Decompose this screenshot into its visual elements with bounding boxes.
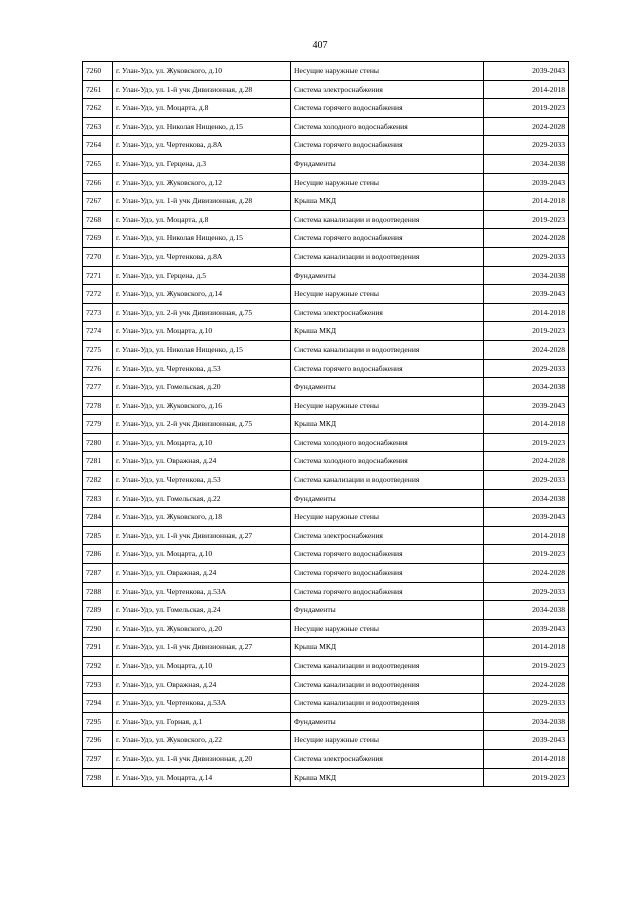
table-row — [83, 749, 569, 768]
cell-number: 7298 — [83, 768, 113, 787]
cell-system: Система горячего водоснабжения — [291, 564, 484, 583]
cell-system: Фундаменты — [291, 154, 484, 173]
table-row — [83, 266, 569, 285]
cell-address: г. Улан-Удэ, ул. Моцарта, д.14 — [113, 768, 291, 787]
cell-system: Система электроснабжения — [291, 749, 484, 768]
cell-address: г. Улан-Удэ, ул. 1-й учк Дивизионная, д.28 — [113, 192, 291, 211]
cell-period: 2034-2038 — [484, 601, 569, 620]
cell-address: г. Улан-Удэ, ул. Чертенкова, д.53А — [113, 582, 291, 601]
cell-number: 7272 — [83, 285, 113, 304]
cell-number: 7284 — [83, 508, 113, 527]
cell-system: Крыша МКД — [291, 415, 484, 434]
cell-system: Несущие наружные стены — [291, 173, 484, 192]
cell-period: 2039-2043 — [484, 173, 569, 192]
cell-address: г. Улан-Удэ, ул. 2-й учк Дивизионная, д.75 — [113, 303, 291, 322]
cell-period: 2019-2023 — [484, 99, 569, 118]
cell-system: Несущие наружные стены — [291, 285, 484, 304]
cell-system: Фундаменты — [291, 378, 484, 397]
cell-period: 2014-2018 — [484, 638, 569, 657]
cell-system: Несущие наружные стены — [291, 62, 484, 81]
cell-number: 7270 — [83, 247, 113, 266]
cell-number: 7269 — [83, 229, 113, 248]
table-row — [83, 285, 569, 304]
cell-number: 7276 — [83, 359, 113, 378]
cell-system: Несущие наружные стены — [291, 619, 484, 638]
cell-number: 7271 — [83, 266, 113, 285]
cell-address: г. Улан-Удэ, ул. Гомельская, д.20 — [113, 378, 291, 397]
cell-system: Система холодного водоснабжения — [291, 433, 484, 452]
cell-period: 2029-2033 — [484, 582, 569, 601]
cell-period: 2039-2043 — [484, 508, 569, 527]
cell-address: г. Улан-Удэ, ул. Чертенкова, д.8А — [113, 247, 291, 266]
cell-system: Система горячего водоснабжения — [291, 99, 484, 118]
cell-number: 7283 — [83, 489, 113, 508]
table-row — [83, 378, 569, 397]
table-row — [83, 247, 569, 266]
cell-period: 2034-2038 — [484, 266, 569, 285]
table-row — [83, 415, 569, 434]
cell-address: г. Улан-Удэ, ул. Гомельская, д.22 — [113, 489, 291, 508]
cell-system: Система канализации и водоотведения — [291, 675, 484, 694]
cell-number: 7262 — [83, 99, 113, 118]
cell-address: г. Улан-Удэ, ул. Моцарта, д.10 — [113, 657, 291, 676]
cell-period: 2019-2023 — [484, 210, 569, 229]
cell-number: 7282 — [83, 471, 113, 490]
cell-number: 7287 — [83, 564, 113, 583]
cell-period: 2019-2023 — [484, 322, 569, 341]
table-row — [83, 396, 569, 415]
cell-number: 7275 — [83, 340, 113, 359]
cell-period: 2014-2018 — [484, 526, 569, 545]
cell-period: 2014-2018 — [484, 80, 569, 99]
cell-system: Крыша МКД — [291, 192, 484, 211]
cell-system: Система горячего водоснабжения — [291, 359, 484, 378]
cell-address: г. Улан-Удэ, ул. 1-й учк Дивизионная, д.27 — [113, 638, 291, 657]
table-row — [83, 601, 569, 620]
cell-period: 2019-2023 — [484, 768, 569, 787]
cell-address: г. Улан-Удэ, ул. Моцарта, д.10 — [113, 545, 291, 564]
cell-period: 2024-2028 — [484, 229, 569, 248]
cell-number: 7279 — [83, 415, 113, 434]
cell-system: Фундаменты — [291, 601, 484, 620]
table-row — [83, 694, 569, 713]
table-row — [83, 508, 569, 527]
cell-period: 2014-2018 — [484, 192, 569, 211]
table-row — [83, 80, 569, 99]
table-row — [83, 154, 569, 173]
cell-system: Фундаменты — [291, 266, 484, 285]
cell-system: Фундаменты — [291, 712, 484, 731]
cell-period: 2024-2028 — [484, 117, 569, 136]
cell-address: г. Улан-Удэ, ул. Жуковского, д.14 — [113, 285, 291, 304]
cell-address: г. Улан-Удэ, ул. Моцарта, д.8 — [113, 210, 291, 229]
cell-address: г. Улан-Удэ, ул. Моцарта, д.10 — [113, 433, 291, 452]
table-row — [83, 99, 569, 118]
cell-address: г. Улан-Удэ, ул. Моцарта, д.10 — [113, 322, 291, 341]
cell-period: 2024-2028 — [484, 564, 569, 583]
cell-address: г. Улан-Удэ, ул. Николая Нищенко, д.15 — [113, 340, 291, 359]
cell-number: 7273 — [83, 303, 113, 322]
table-row — [83, 117, 569, 136]
cell-number: 7294 — [83, 694, 113, 713]
cell-system: Система канализации и водоотведения — [291, 657, 484, 676]
cell-address: г. Улан-Удэ, ул. Чертенкова, д.53 — [113, 471, 291, 490]
cell-number: 7296 — [83, 731, 113, 750]
cell-system: Система горячего водоснабжения — [291, 545, 484, 564]
cell-address: г. Улан-Удэ, ул. Жуковского, д.20 — [113, 619, 291, 638]
cell-address: г. Улан-Удэ, ул. 1-й учк Дивизионная, д.28 — [113, 80, 291, 99]
table-row — [83, 340, 569, 359]
table-row — [83, 619, 569, 638]
cell-number: 7267 — [83, 192, 113, 211]
cell-number: 7278 — [83, 396, 113, 415]
cell-system: Крыша МКД — [291, 322, 484, 341]
table-row — [83, 452, 569, 471]
table-body — [83, 62, 569, 787]
cell-period: 2034-2038 — [484, 378, 569, 397]
cell-address: г. Улан-Удэ, ул. Горная, д.1 — [113, 712, 291, 731]
table-row — [83, 582, 569, 601]
cell-system: Система холодного водоснабжения — [291, 452, 484, 471]
cell-address: г. Улан-Удэ, ул. Овражная, д.24 — [113, 564, 291, 583]
table-row — [83, 359, 569, 378]
table-row — [83, 675, 569, 694]
cell-address: г. Улан-Удэ, ул. Чертенкова, д.53А — [113, 694, 291, 713]
cell-system: Несущие наружные стены — [291, 396, 484, 415]
cell-number: 7265 — [83, 154, 113, 173]
cell-address: г. Улан-Удэ, ул. Жуковского, д.12 — [113, 173, 291, 192]
table-row — [83, 564, 569, 583]
cell-period: 2034-2038 — [484, 712, 569, 731]
cell-address: г. Улан-Удэ, ул. Герцена, д.3 — [113, 154, 291, 173]
cell-number: 7288 — [83, 582, 113, 601]
cell-address: г. Улан-Удэ, ул. Жуковского, д.18 — [113, 508, 291, 527]
cell-address: г. Улан-Удэ, ул. Овражная, д.24 — [113, 452, 291, 471]
cell-address: г. Улан-Удэ, ул. Жуковского, д.10 — [113, 62, 291, 81]
cell-system: Система горячего водоснабжения — [291, 136, 484, 155]
cell-number: 7293 — [83, 675, 113, 694]
cell-system: Система электроснабжения — [291, 303, 484, 322]
cell-period: 2014-2018 — [484, 303, 569, 322]
cell-system: Система канализации и водоотведения — [291, 694, 484, 713]
table-row — [83, 322, 569, 341]
table-row — [83, 712, 569, 731]
cell-address: г. Улан-Удэ, ул. Жуковского, д.16 — [113, 396, 291, 415]
cell-number: 7297 — [83, 749, 113, 768]
cell-period: 2039-2043 — [484, 285, 569, 304]
table-row — [83, 638, 569, 657]
cell-system: Фундаменты — [291, 489, 484, 508]
cell-system: Система горячего водоснабжения — [291, 582, 484, 601]
cell-number: 7290 — [83, 619, 113, 638]
cell-number: 7281 — [83, 452, 113, 471]
cell-period: 2029-2033 — [484, 359, 569, 378]
cell-address: г. Улан-Удэ, ул. Чертенкова, д.53 — [113, 359, 291, 378]
cell-period: 2019-2023 — [484, 657, 569, 676]
cell-address: г. Улан-Удэ, ул. 1-й учк Дивизионная, д.20 — [113, 749, 291, 768]
cell-address: г. Улан-Удэ, ул. Гомельская, д.24 — [113, 601, 291, 620]
table-row — [83, 731, 569, 750]
table-row — [83, 489, 569, 508]
cell-period: 2029-2033 — [484, 136, 569, 155]
table-row — [83, 192, 569, 211]
cell-period: 2029-2033 — [484, 471, 569, 490]
cell-number: 7268 — [83, 210, 113, 229]
cell-address: г. Улан-Удэ, ул. 2-й учк Дивизионная, д.75 — [113, 415, 291, 434]
table-row — [83, 229, 569, 248]
cell-number: 7280 — [83, 433, 113, 452]
cell-address: г. Улан-Удэ, ул. Овражная, д.24 — [113, 675, 291, 694]
cell-number: 7295 — [83, 712, 113, 731]
cell-period: 2019-2023 — [484, 545, 569, 564]
cell-system: Система холодного водоснабжения — [291, 117, 484, 136]
cell-number: 7263 — [83, 117, 113, 136]
cell-period: 2039-2043 — [484, 619, 569, 638]
cell-period: 2034-2038 — [484, 154, 569, 173]
cell-number: 7289 — [83, 601, 113, 620]
cell-number: 7286 — [83, 545, 113, 564]
table-row — [83, 173, 569, 192]
cell-number: 7274 — [83, 322, 113, 341]
cell-system: Система канализации и водоотведения — [291, 247, 484, 266]
cell-system: Система канализации и водоотведения — [291, 210, 484, 229]
cell-period: 2029-2033 — [484, 694, 569, 713]
cell-address: г. Улан-Удэ, ул. Моцарта, д.8 — [113, 99, 291, 118]
table-row — [83, 768, 569, 787]
cell-period: 2024-2028 — [484, 675, 569, 694]
cell-number: 7260 — [83, 62, 113, 81]
cell-system: Система горячего водоснабжения — [291, 229, 484, 248]
table-row — [83, 433, 569, 452]
cell-period: 2014-2018 — [484, 749, 569, 768]
cell-number: 7264 — [83, 136, 113, 155]
cell-address: г. Улан-Удэ, ул. 1-й учк Дивизионная, д.27 — [113, 526, 291, 545]
cell-period: 2039-2043 — [484, 396, 569, 415]
repair-schedule-table — [82, 61, 569, 787]
cell-period: 2039-2043 — [484, 731, 569, 750]
cell-number: 7292 — [83, 657, 113, 676]
cell-system: Крыша МКД — [291, 638, 484, 657]
cell-number: 7266 — [83, 173, 113, 192]
cell-period: 2014-2018 — [484, 415, 569, 434]
cell-number: 7277 — [83, 378, 113, 397]
cell-period: 2024-2028 — [484, 340, 569, 359]
cell-number: 7291 — [83, 638, 113, 657]
table-row — [83, 545, 569, 564]
page-number: 407 — [312, 40, 328, 51]
cell-period: 2029-2033 — [484, 247, 569, 266]
cell-system: Система электроснабжения — [291, 526, 484, 545]
cell-address: г. Улан-Удэ, ул. Чертенкова, д.8А — [113, 136, 291, 155]
table-row — [83, 62, 569, 81]
cell-system: Несущие наружные стены — [291, 508, 484, 527]
table-row — [83, 136, 569, 155]
table-row — [83, 657, 569, 676]
cell-system: Несущие наружные стены — [291, 731, 484, 750]
table-row — [83, 471, 569, 490]
cell-system: Система канализации и водоотведения — [291, 471, 484, 490]
cell-address: г. Улан-Удэ, ул. Николая Нищенко, д.15 — [113, 117, 291, 136]
cell-period: 2019-2023 — [484, 433, 569, 452]
cell-address: г. Улан-Удэ, ул. Герцена, д.5 — [113, 266, 291, 285]
cell-system: Система электроснабжения — [291, 80, 484, 99]
cell-number: 7285 — [83, 526, 113, 545]
table-row — [83, 526, 569, 545]
cell-address: г. Улан-Удэ, ул. Жуковского, д.22 — [113, 731, 291, 750]
cell-address: г. Улан-Удэ, ул. Николая Нищенко, д.15 — [113, 229, 291, 248]
table-row — [83, 303, 569, 322]
cell-system: Крыша МКД — [291, 768, 484, 787]
cell-period: 2024-2028 — [484, 452, 569, 471]
cell-period: 2039-2043 — [484, 62, 569, 81]
table-row — [83, 210, 569, 229]
cell-system: Система канализации и водоотведения — [291, 340, 484, 359]
cell-period: 2034-2038 — [484, 489, 569, 508]
cell-number: 7261 — [83, 80, 113, 99]
